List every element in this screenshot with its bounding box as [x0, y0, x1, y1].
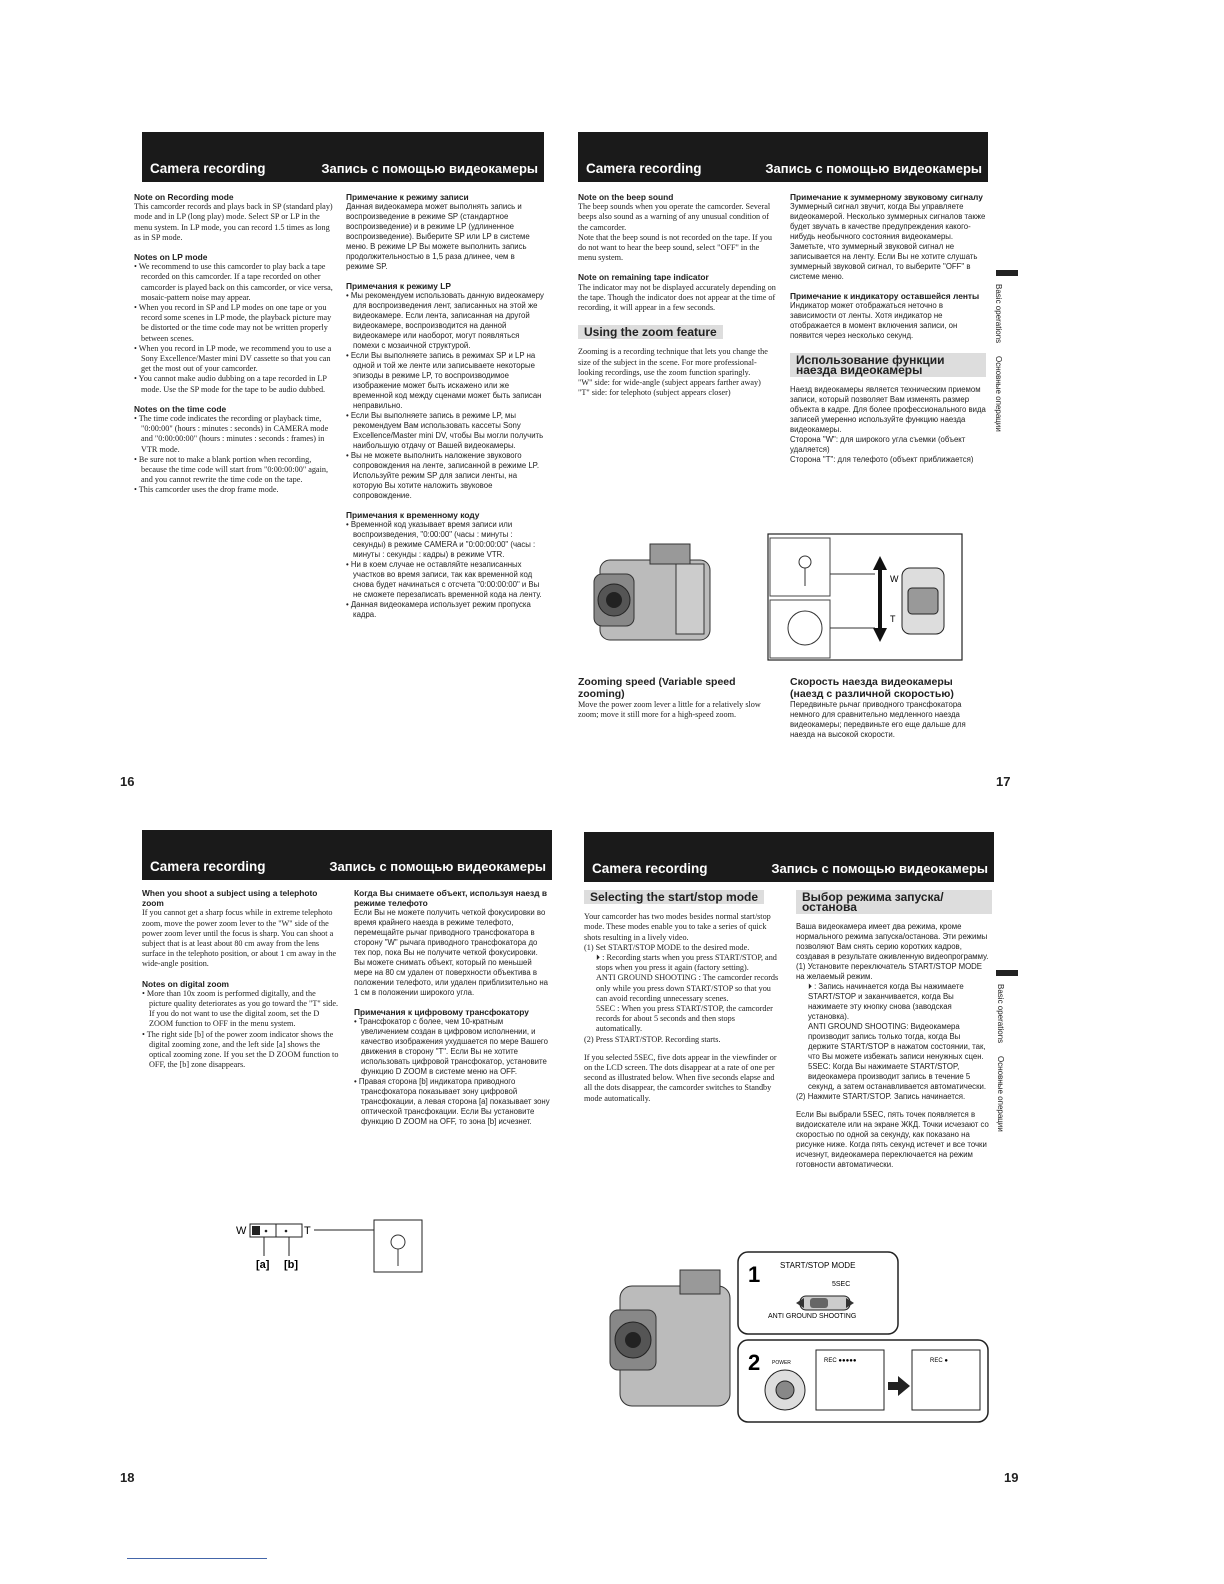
zoom-indicator-figure — [234, 1216, 434, 1276]
paragraph: This camcorder records and plays back in SP (standard play) mode and in LP (long play) mode. Select SP or LP in the menu system. In LP mode, you can record 1.5 times as long as in SP mode. — [134, 202, 333, 242]
paragraph: Индикатор может отображаться неточно в зависимости от ленты. Хотя индикатор не отображается в момент включения записи, он появится через несколько секунд. — [790, 301, 958, 340]
list-item: • When you record in LP mode, we recommend you to use a Sony Excellence/Master mini DV cassette so that you can get the most out of your camcorder. — [141, 344, 334, 375]
p17-en-zoom-speed — [578, 676, 776, 720]
header-title-en: Camera recording — [150, 161, 266, 176]
list-item: • Трансфокатор с более, чем 10-кратным увеличением создан в цифровом исполнении, и качество изображения ухудшается по мере Вашего движения в сторону "T". Если Вы не хотите использовать цифровой трансфокатор, установите функцию D ZOOM в системе меню на OFF. — [361, 1017, 550, 1077]
list-item: • This camcorder uses the drop frame mode. — [141, 485, 334, 495]
step-2: (2) Нажмите START/STOP. Запись начинается. — [796, 1092, 966, 1101]
header-title-ru: Запись с помощью видеокамеры — [329, 859, 546, 874]
list-item: • Вы не можете выполнить наложение звукового сопровождения на ленте, записанной в режиме LP. Используйте режим SP для записи ленты, на которую Вы хотите наложить звуковое сопровождение. — [353, 451, 544, 501]
p16-ru-column — [346, 192, 544, 620]
paragraph: If you selected 5SEC, five dots appear in the viewfinder or on the LCD screen. The dots disappear at a rate of one per second as illustrated below. When five seconds elapse and all the dots disappear, the camcorder switches to Standby mode automatically. — [584, 1052, 777, 1103]
list-item: • Временной код указывает время записи или воспроизведения, "0:00:00" (часы : минуты : секунды) в режиме CAMERA и "0:00:00:00" (часы : минуты : секунды : кадры) в режиме VTR. — [353, 520, 544, 560]
step-1: (1) Установите переключатель START/STOP MODE на желаемый режим. — [796, 962, 982, 981]
camcorder-illustration — [594, 544, 710, 640]
mode-anti-ground: ANTI GROUND SHOOTING : The camcorder records only while you press down START/STOP so that you can avoid recording unnecessary scenes. — [596, 973, 779, 1003]
page-number-16: 16 — [120, 774, 135, 789]
mode-label: START/STOP MODE — [780, 1261, 856, 1270]
step-2: (2) Press START/STOP. Recording starts. — [584, 1034, 721, 1044]
section-title: Selecting the start/stop mode — [584, 890, 764, 904]
p18-en-column — [142, 888, 340, 1070]
list-item: • Мы рекомендуем использовать данную видеокамеру для воспроизведения лент, записанных на этой же видеокамере. Если лента, записанная на другой видеокамере, воспроизводится на данной видеокамере или наоборот, могут появляться помехи с мозаичной структурой. — [353, 291, 544, 351]
header-bar-p19 — [584, 832, 994, 882]
footnote-rule — [127, 1558, 267, 1559]
paragraph: The indicator may not be displayed accurately depending on the tape. Though the indicator does not appear at the time of recording, it will appear in a few seconds. — [578, 282, 776, 313]
heading: Notes on LP mode — [134, 252, 208, 263]
header-title-en: Camera recording — [592, 861, 708, 876]
sec5-label: 5SEC — [832, 1281, 851, 1288]
start-stop-figure — [600, 1250, 990, 1425]
b-label: [b] — [284, 1259, 299, 1271]
header-title-ru: Запись с помощью видеокамеры — [771, 861, 988, 876]
step2-number: 2 — [748, 1350, 761, 1375]
heading: When you shoot a subject using a telephoto zoom — [142, 888, 318, 909]
rec-5dots: REC ●●●●● — [824, 1358, 857, 1364]
zoom-lever-figure — [590, 530, 980, 670]
header-bar-p16 — [142, 132, 544, 182]
p19-ru-column — [796, 890, 992, 1170]
anti-ground-label: ANTI GROUND SHOOTING — [768, 1313, 857, 1320]
heading: Note on remaining tape indicator — [578, 272, 709, 283]
heading: Скорость наезда видеокамеры (наезд с различной скоростью) — [790, 676, 954, 700]
page-number-19: 19 — [1004, 1470, 1019, 1485]
paragraph: Передвиньте рычаг приводного трансфокатора немного для сравнительно медленного наезда видеокамеры; передвиньте его еще дальше для наезда на высокой скорости. — [790, 700, 966, 739]
section-title: Using the zoom feature — [578, 325, 723, 339]
header-bar-p18 — [142, 830, 552, 880]
mode-text: : Запись начинается когда Вы нажимаете START/STOP и заканчивается, когда Вы нажимаете эту кнопку снова (заводская установка). — [808, 982, 964, 1021]
header-title-ru: Запись с помощью видеокамеры — [765, 161, 982, 176]
side-tab-en: Basic operations — [994, 284, 1003, 344]
w-label: W — [890, 574, 899, 584]
paragraph: Сторона "T": для телефото (объект приближается) — [790, 455, 974, 464]
mode-text: : Recording starts when you press START/STOP, and stops when you press it again (factory setting). — [596, 953, 777, 973]
section-title: Использование функции наезда видеокамеры — [790, 353, 986, 377]
paragraph: Ваша видеокамера имеет два режима, кроме нормального режима запуска/останова. Эти режимы позволяют Вам снять серию коротких кадров, создавая в результате оживленную видеопрограмму. — [796, 922, 989, 961]
paragraph: "W" side: for wide-angle (subject appears farther away) — [578, 378, 761, 388]
camcorder-illustration — [610, 1270, 730, 1406]
list-item: • You cannot make audio dubbing on a tape recorded in LP mode. Use the SP mode for the tape to be audio dubbed. — [141, 374, 334, 394]
paragraph: Zooming is a recording technique that lets you change the size of the subject in the scene. For more professional-looking recordings, use the zoom function sparingly. — [578, 347, 768, 377]
heading: Zooming speed (Variable speed zooming) — [578, 676, 736, 700]
header-title-ru: Запись с помощью видеокамеры — [321, 161, 538, 176]
paragraph: Если Вы не можете получить четкой фокусировки во время крайнего наезда в режиме телефото, перемещайте рычаг приводного трансфокатора в сторону "W" рычага приводного трансфокатора до тех пор, пока Вы не получите четкой фокусировки. Вы можете снимать объект, который по меньшей мере на 80 см удален от поверхности объектива в положении телефото, или удален приблизительно на 1 см в положении широкого угла. — [354, 908, 548, 997]
p17-ru-zoom-speed — [790, 676, 986, 740]
paragraph: Если Вы выбрали 5SEC, пять точек появляется в видоискателе или на экране ЖКД. Точки исчезают со скоростью по одной за секунду, как показано на рисунке ниже. Когда пять секунд истечет и все точки исчезнут, видеокамера переключается на режим готовности автоматически. — [796, 1110, 989, 1169]
list-item: • Ни в коем случае не оставляйте незаписанных участков во время записи, так как временной код снова будет начинаться с отсчета "0:00:00:00" и Вы не сможете перезаписать временной кода на ленту. — [353, 560, 544, 600]
list-item: • When you record in SP and LP modes on one tape or you record some scenes in LP mode, the playback picture may be distorted or the time code may not be written properly between scenes. — [141, 303, 334, 344]
paragraph: Сторона "W": для широкого угла съемки (объект удаляется) — [790, 435, 966, 454]
heading: Примечания к режиму LP — [346, 281, 451, 291]
heading: Notes on the time code — [134, 403, 227, 414]
p16-en-column — [134, 192, 334, 496]
step1-number: 1 — [748, 1262, 761, 1287]
p19-en-column — [584, 890, 782, 1104]
w-label: W — [236, 1225, 247, 1237]
heading: Примечание к зуммерному звуковому сигналу — [790, 192, 983, 202]
p17-ru-column — [790, 192, 986, 465]
page-number-17: 17 — [996, 774, 1011, 789]
mode-normal: ⏵ : Recording starts when you press START/STOP, and stops when you press it again (factory setting). — [596, 953, 777, 973]
list-item: • Данная видеокамера использует режим пропуска кадра. — [353, 600, 544, 620]
header-title-en: Camera recording — [150, 859, 266, 874]
mode-normal: ⏵ : Запись начинается когда Вы нажимаете START/STOP и заканчивается, когда Вы нажимаете эту кнопку снова (заводская установка). — [808, 982, 964, 1021]
heading: Note on the beep sound — [578, 192, 674, 202]
paragraph: If you cannot get a sharp focus while in extreme telephoto zoom, move the power zoom lever to the "W" side of the power zoom lever until the focus is sharp. You can shoot a subject that is at least about 80 cm away from the lens surface in the telephoto position, or about 1 cm away in the wide-angle position. — [142, 908, 337, 969]
heading: Примечание к режиму записи — [346, 192, 469, 202]
page-number-18: 18 — [120, 1470, 135, 1485]
list-item: • The time code indicates the recording or playback time, "0:00:00" (hours : minutes : seconds) in CAMERA mode and "0:00:00:00" (hours : minutes : seconds : frames) in VTR mode. — [141, 414, 334, 455]
list-item: • Если Вы выполняете запись в режиме LP, мы рекомендуем Вам использовать кассеты Sony Excellence/Master mini DV, чтобы Вы могли получить наибольшую отдачу от Вашей видеокамеры. — [353, 411, 544, 451]
side-tab-ru: Основные операции — [994, 356, 1003, 432]
list-item: • The right side [b] of the power zoom indicator shows the digital zooming zone, and the left side [a] shows the optical zooming zone. If you set the D ZOOM function to OFF, the [b] zone disappears. — [149, 1030, 340, 1071]
heading: Когда Вы снимаете объект, используя наезд в режиме телефото — [354, 888, 548, 908]
heading: Примечание к индикатору оставшейся ленты — [790, 291, 980, 301]
mode-5sec: 5SEC : When you press START/STOP, the camcorder records for about 5 seconds and then stops automatically. — [596, 1004, 773, 1034]
paragraph: Данная видеокамера может выполнять запись и воспроизведение в режиме SP (стандартное воспроизведение) и в режиме LP (удлиненное воспроизведение). Выберите SP или LP в системе меню. В режиме LP Вы можете выполнить запись продолжительностью в 1,5 раза длинее, чем в режиме SP. — [346, 202, 530, 271]
list-item: • Если Вы выполняете запись в режимах SP и LP на одной и той же ленте или записываете некоторые эпизоды в режиме LP, то воспроизводимое изображение может быть искажено или же временной код между сценами может быть записан неправильно. — [353, 351, 544, 411]
list-item: • We recommend to use this camcorder to play back a tape recorded on this camcorder. If a tape recorded on other camcorder is played back on this camcorder, or vice versa, mosaic-pattern noise may appear. — [141, 262, 334, 303]
rec-1dot: REC ● — [930, 1358, 948, 1364]
heading: Notes on digital zoom — [142, 978, 230, 989]
side-tab-ru: Основные операции — [996, 1056, 1005, 1132]
a-label: [a] — [256, 1259, 270, 1271]
heading: Примечания к временному коду — [346, 510, 480, 520]
section-tab-marker — [996, 270, 1018, 276]
heading: Примечания к цифровому трансфокатору — [354, 1007, 529, 1017]
heading: Note on Recording mode — [134, 192, 234, 202]
power-label: POWER — [772, 1360, 791, 1366]
list-item: • Правая сторона [b] индикатора приводного трансфокатора показывает зону цифровой трансфокации, а левая сторона [a] показывает зону оптической трансфокации. Если Вы установите функцию D ZOOM на OFF, то зона [b] исчезнет. — [361, 1077, 550, 1127]
list-item: • Be sure not to make a blank portion when recording, because the time code will start from "0:00:00:00" again, and you cannot rewrite the time code on the tape. — [141, 455, 334, 486]
wide-view-box — [770, 538, 830, 596]
paragraph: Наезд видеокамеры является техническим приемом записи, который позволяет Вам изменять размер объекта в кадре. Для более профессионального вида записей умеренно используйте функцию наезда видеокамеры. — [790, 385, 986, 434]
paragraph: Note that the beep sound is not recorded on the tape. If you do not want to hear the beep sound, select "OFF" in the menu system. — [578, 232, 772, 263]
step-1: (1) Set START/STOP MODE to the desired mode. — [584, 942, 750, 952]
paragraph: "T" side: for telephoto (subject appears closer) — [578, 388, 731, 398]
paragraph: The beep sounds when you operate the camcorder. Several beeps also sound as a warning of any unusual condition of the camcorder. — [578, 202, 771, 232]
tele-view-box — [770, 600, 830, 658]
p17-en-column — [578, 192, 776, 398]
header-bar-p17 — [578, 132, 988, 182]
section-title: Выбор режима запуска/останова — [796, 890, 992, 914]
paragraph: Зуммерный сигнал звучит, когда Вы управляете видеокамерой. Несколько зуммерных сигналов также будет звучать в качестве предупреждения какого-нибудь необычного состояния видеокамеры. Заметьте, что зуммерный звуковой сигнал не записывается на ленту. Если Вы не хотите слушать зуммерный звуковой сигнал, то выберите "OFF" в системе меню. — [790, 202, 986, 281]
t-label: T — [890, 614, 896, 624]
t-label: T — [304, 1225, 311, 1237]
paragraph: Move the power zoom lever a little for a relatively slow zoom; move it still more for a high-speed zoom. — [578, 700, 761, 720]
header-title-en: Camera recording — [586, 161, 702, 176]
mode-anti-ground: ANTI GROUND SHOOTING: Видеокамера производит запись только тогда, когда Вы держите START/STOP в нажатом состоянии, так, что Вы можете избежать записи ненужных сцен. — [808, 1022, 986, 1061]
paragraph: Your camcorder has two modes besides normal start/stop mode. These modes enable you to take a series of quick shots resulting in a lively video. — [584, 912, 771, 942]
p18-ru-column — [354, 888, 550, 1127]
list-item: • More than 10x zoom is performed digitally, and the picture quality deteriorates as you go toward the "T" side. If you do not want to use the digital zoom, set the D ZOOM function to OFF in the menu system. — [149, 989, 340, 1030]
side-tab-en: Basic operations — [996, 984, 1005, 1044]
mode-5sec: 5SEC: Когда Вы нажимаете START/STOP, видеокамера производит запись в течение 5 секунд, а затем останавливается автоматически. — [808, 1062, 987, 1091]
section-tab-marker — [996, 970, 1018, 976]
